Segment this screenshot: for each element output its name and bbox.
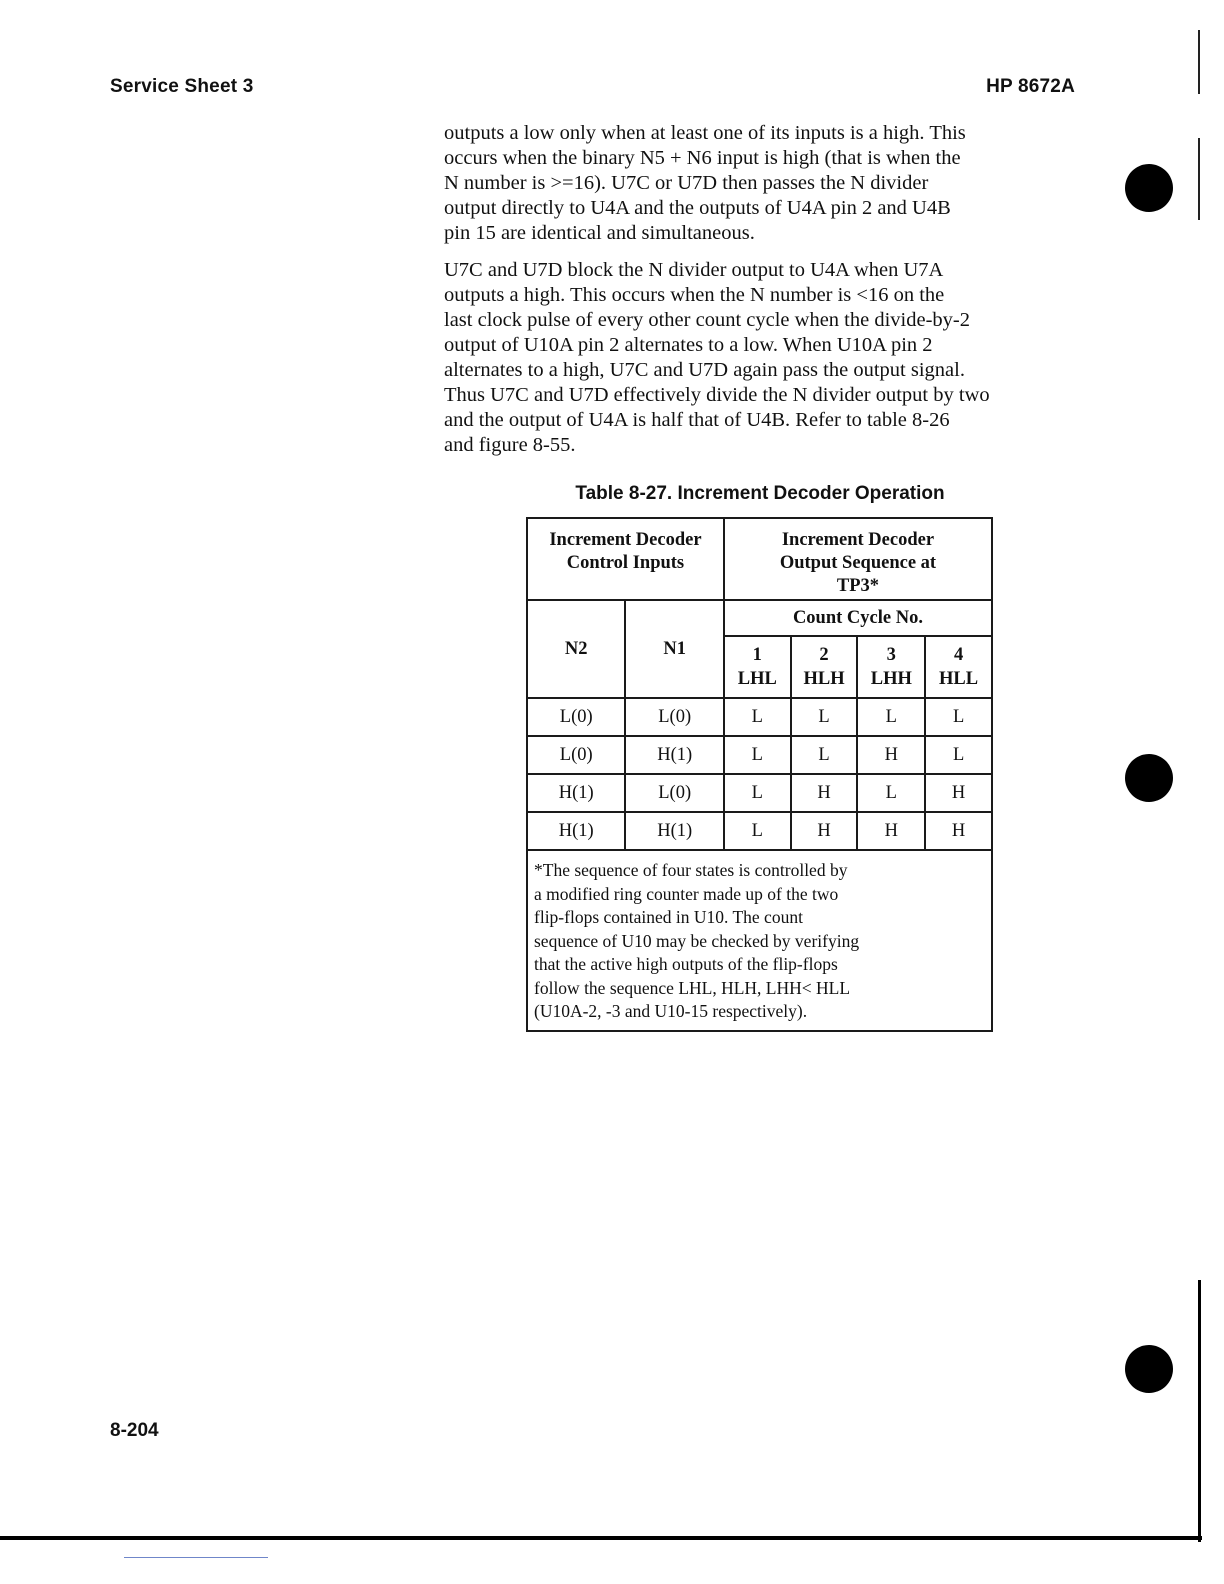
table-cell: H bbox=[857, 812, 925, 850]
table-cell: L bbox=[857, 698, 925, 736]
column-header-n1: N1 bbox=[625, 600, 723, 698]
column-header-cycle-2: 2 HLH bbox=[791, 636, 858, 698]
table-cell: L bbox=[724, 698, 791, 736]
table-cell: L(0) bbox=[527, 698, 625, 736]
table-cell: L bbox=[925, 698, 992, 736]
table-cell: H bbox=[857, 736, 925, 774]
table-row bbox=[527, 812, 992, 850]
table-cell: L bbox=[791, 736, 858, 774]
table-cell: L bbox=[857, 774, 925, 812]
table-cell: H(1) bbox=[527, 812, 625, 850]
table-cell: L bbox=[925, 736, 992, 774]
scan-artifact-line bbox=[124, 1557, 268, 1558]
binder-hole-middle bbox=[1125, 754, 1173, 802]
table-cell: L(0) bbox=[625, 774, 723, 812]
table-cell: H bbox=[791, 812, 858, 850]
table-row bbox=[527, 698, 992, 736]
binder-hole-bottom bbox=[1125, 1345, 1173, 1393]
table-cell: L bbox=[724, 812, 791, 850]
scan-edge-line bbox=[1198, 138, 1200, 220]
column-header-cycle-3: 3 LHH bbox=[857, 636, 925, 698]
table-cell: H bbox=[925, 812, 992, 850]
table-row bbox=[527, 736, 992, 774]
table-cell: L bbox=[724, 736, 791, 774]
table-cell: H bbox=[791, 774, 858, 812]
scan-edge-line bbox=[1198, 1280, 1201, 1542]
table-title: Table 8-27. Increment Decoder Operation bbox=[575, 483, 945, 504]
table-footnote-row bbox=[527, 850, 992, 1031]
body-paragraph-1: outputs a low only when at least one of its inputs is a high. This occurs when the binary N5 + N6 input is high (that is when the N number is >=16). U7C or U7D then passes the N divider output directly to U4A and the outputs of U4A pin 2 and U4B pin 15 are identical and simultaneous. bbox=[444, 122, 966, 244]
table-footnote: *The sequence of four states is controlled by a modified ring counter made up of the two flip-flops contained in U10. The count sequence of U10 may be checked by verifying that the active high outputs of the flip-flops follow the sequence LHL, HLH, LHH< HLL (U10A-2, -3 and U10-15 respectively). bbox=[527, 850, 992, 1031]
header-control-inputs: Increment Decoder Control Inputs bbox=[527, 518, 724, 600]
table-cell: L(0) bbox=[625, 698, 723, 736]
scan-bottom-line bbox=[0, 1536, 1202, 1540]
header-output-sequence: Increment Decoder Output Sequence at TP3* bbox=[724, 518, 992, 600]
table-header-row bbox=[527, 518, 992, 600]
body-paragraph-2: U7C and U7D block the N divider output to U4A when U7A outputs a high. This occurs when the N number is <16 on the last clock pulse of every other count cycle when the divide-by-2 output of U10A pin 2 alternates to a low. When U10A pin 2 alternates to a high, U7C and U7D again pass the output signal. Thus U7C and U7D effectively divide the N divider output by two and the output of U4A is half that of U4B. Refer to table 8-26 and figure 8-55. bbox=[444, 259, 990, 456]
section-title: Service Sheet 3 bbox=[110, 76, 254, 97]
page-number: 8-204 bbox=[110, 1420, 159, 1441]
table-cell: H bbox=[925, 774, 992, 812]
column-header-n2: N2 bbox=[527, 600, 625, 698]
table-cell: L bbox=[791, 698, 858, 736]
binder-hole-top bbox=[1125, 164, 1173, 212]
increment-decoder-table bbox=[526, 517, 993, 1032]
column-header-cycle-4: 4 HLL bbox=[925, 636, 992, 698]
model-name: HP 8672A bbox=[986, 76, 1075, 97]
count-cycle-row bbox=[527, 600, 992, 636]
table-cell: H(1) bbox=[625, 812, 723, 850]
table-cell: H(1) bbox=[625, 736, 723, 774]
table-cell: H(1) bbox=[527, 774, 625, 812]
table-row bbox=[527, 774, 992, 812]
count-cycle-label: Count Cycle No. bbox=[724, 600, 992, 636]
column-header-cycle-1: 1 LHL bbox=[724, 636, 791, 698]
scan-edge-line bbox=[1198, 30, 1200, 94]
table-cell: L bbox=[724, 774, 791, 812]
table-cell: L(0) bbox=[527, 736, 625, 774]
